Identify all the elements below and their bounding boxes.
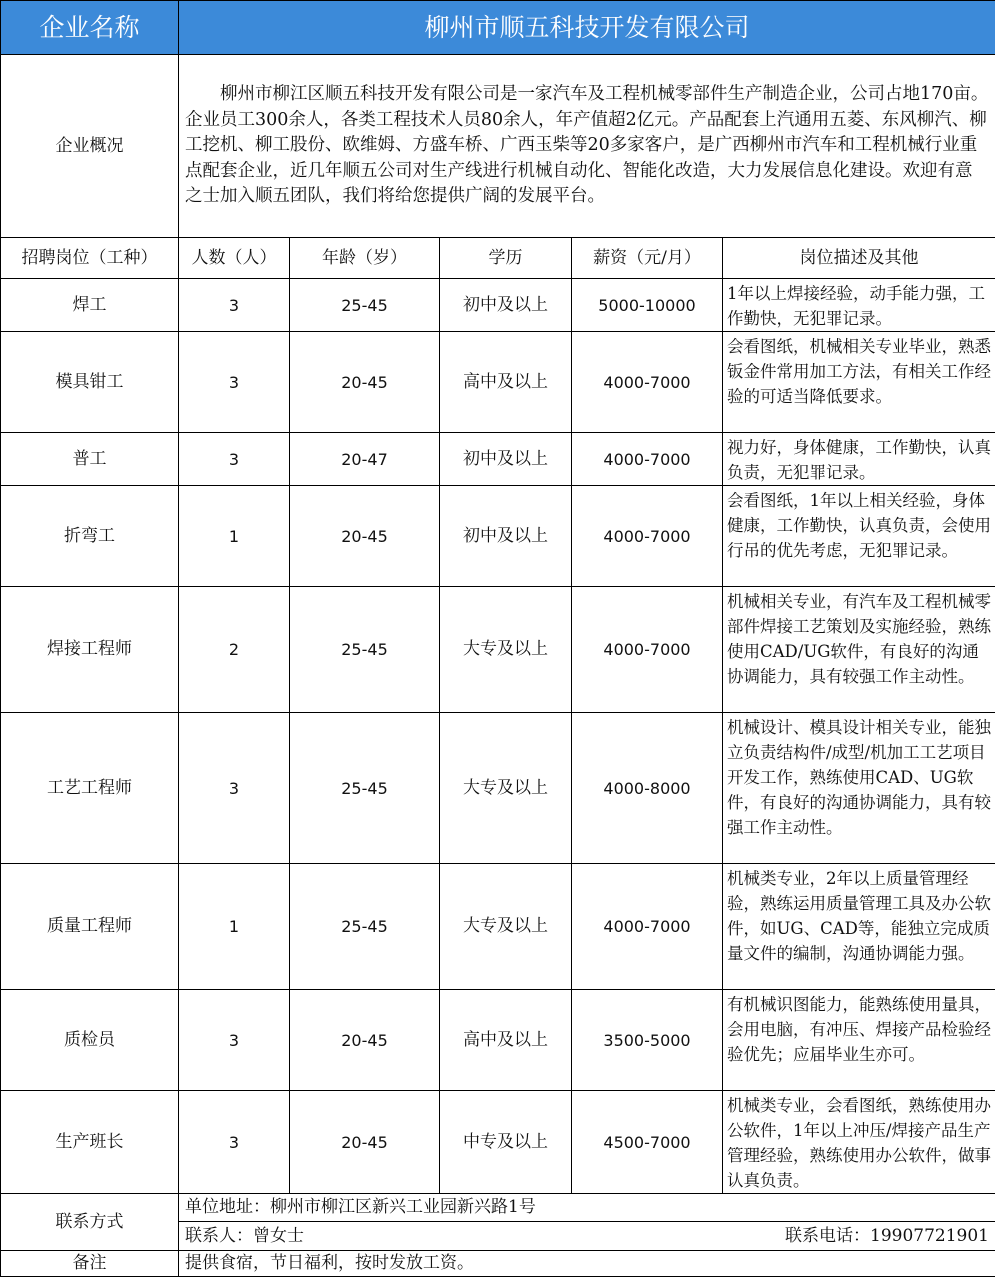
job-education: 大专及以上 <box>440 713 572 864</box>
job-salary: 4000-7000 <box>572 332 723 433</box>
job-salary: 4000-7000 <box>572 864 723 990</box>
job-education: 初中及以上 <box>440 433 572 486</box>
job-description: 1年以上焊接经验，动手能力强，工作勤快，无犯罪记录。 <box>723 279 995 332</box>
job-education: 高中及以上 <box>440 990 572 1091</box>
remarks-label: 备注 <box>1 1251 179 1277</box>
table-row <box>1 279 995 332</box>
col-count: 人数（人） <box>179 238 290 279</box>
job-age: 20-45 <box>290 1091 440 1194</box>
job-age: 25-45 <box>290 587 440 713</box>
job-count: 1 <box>179 486 290 587</box>
job-count: 1 <box>179 864 290 990</box>
overview-label: 企业概况 <box>1 55 179 238</box>
job-description: 机械类专业，2年以上质量管理经验，熟练运用质量管理工具及办公软件，如UG、CAD等，能独立完成质量文件的编制，沟通协调能力强。 <box>723 864 995 990</box>
job-count: 3 <box>179 279 290 332</box>
job-age: 20-47 <box>290 433 440 486</box>
job-education: 中专及以上 <box>440 1091 572 1194</box>
job-description: 机械类专业，会看图纸，熟练使用办公软件，1年以上冲压/焊接产品生产管理经验，熟练使用办公软件，做事认真负责。 <box>723 1091 995 1194</box>
col-salary: 薪资（元/月） <box>572 238 723 279</box>
job-education: 大专及以上 <box>440 587 572 713</box>
job-count: 3 <box>179 433 290 486</box>
remarks-row <box>1 1251 995 1277</box>
company-name: 柳州市顺五科技开发有限公司 <box>179 1 995 55</box>
table-row <box>1 486 995 587</box>
job-education: 初中及以上 <box>440 486 572 587</box>
job-position: 模具钳工 <box>1 332 179 433</box>
job-count: 3 <box>179 332 290 433</box>
col-description: 岗位描述及其他 <box>723 238 995 279</box>
job-education: 大专及以上 <box>440 864 572 990</box>
job-position: 普工 <box>1 433 179 486</box>
overview-text: 柳州市柳江区顺五科技开发有限公司是一家汽车及工程机械零部件生产制造企业，公司占地170亩。企业员工300余人，各类工程技术人员80余人，年产值超2亿元。产品配套上汽通用五菱、东风柳汽、柳工挖机、柳工股份、欧维姆、方盛车桥、广西玉柴等20多家客户，是广西柳州市汽车和工程机械行业重点配套企业，近几年顺五公司对生产线进行机械自动化、智能化改造，大力发展信息化建设。欢迎有意之士加入顺五团队，我们将给您提供广阔的发展平台。 <box>179 55 995 238</box>
job-position: 生产班长 <box>1 1091 179 1194</box>
job-position: 工艺工程师 <box>1 713 179 864</box>
job-salary: 3500-5000 <box>572 990 723 1091</box>
job-salary: 5000-10000 <box>572 279 723 332</box>
job-salary: 4500-7000 <box>572 1091 723 1194</box>
job-age: 25-45 <box>290 279 440 332</box>
job-count: 3 <box>179 713 290 864</box>
job-education: 初中及以上 <box>440 279 572 332</box>
job-description: 会看图纸，机械相关专业毕业，熟悉钣金件常用加工方法，有相关工作经验的可适当降低要求。 <box>723 332 995 433</box>
col-education: 学历 <box>440 238 572 279</box>
job-education: 高中及以上 <box>440 332 572 433</box>
col-position: 招聘岗位（工种） <box>1 238 179 279</box>
job-age: 25-45 <box>290 713 440 864</box>
contact-person-cell <box>179 1222 995 1251</box>
job-age: 25-45 <box>290 864 440 990</box>
job-age: 20-45 <box>290 332 440 433</box>
contact-address: 单位地址：柳州市柳江区新兴工业园新兴路1号 <box>179 1194 995 1222</box>
table-row <box>1 990 995 1091</box>
job-position: 折弯工 <box>1 486 179 587</box>
job-description: 视力好，身体健康，工作勤快，认真负责，无犯罪记录。 <box>723 433 995 486</box>
overview-row <box>1 55 995 238</box>
job-description: 机械设计、模具设计相关专业，能独立负责结构件/成型/机加工工艺项目开发工作，熟练使用CAD、UG软件，有良好的沟通协调能力，具有较强工作主动性。 <box>723 713 995 864</box>
job-count: 3 <box>179 990 290 1091</box>
table-row <box>1 864 995 990</box>
contact-phone[interactable]: 联系电话：19907721901 <box>785 1224 989 1249</box>
job-count: 2 <box>179 587 290 713</box>
contact-row-address <box>1 1194 995 1222</box>
column-header-row <box>1 238 995 279</box>
table-row <box>1 1091 995 1194</box>
job-description: 有机械识图能力，能熟练使用量具，会用电脑，有冲压、焊接产品检验经验优先；应届毕业生亦可。 <box>723 990 995 1091</box>
job-age: 20-45 <box>290 990 440 1091</box>
job-salary: 4000-7000 <box>572 433 723 486</box>
job-description: 机械相关专业，有汽车及工程机械零部件焊接工艺策划及实施经验，熟练使用CAD/UG软件，有良好的沟通协调能力，具有较强工作主动性。 <box>723 587 995 713</box>
job-salary: 4000-7000 <box>572 486 723 587</box>
table-row <box>1 332 995 433</box>
job-position: 质检员 <box>1 990 179 1091</box>
job-position: 焊工 <box>1 279 179 332</box>
contact-label: 联系方式 <box>1 1194 179 1251</box>
table-row <box>1 713 995 864</box>
table-row <box>1 587 995 713</box>
job-count: 3 <box>179 1091 290 1194</box>
contact-person: 联系人：曾女士 <box>185 1224 304 1249</box>
col-age: 年龄（岁） <box>290 238 440 279</box>
job-salary: 4000-8000 <box>572 713 723 864</box>
job-age: 20-45 <box>290 486 440 587</box>
table-row <box>1 433 995 486</box>
job-position: 焊接工程师 <box>1 587 179 713</box>
job-position: 质量工程师 <box>1 864 179 990</box>
company-name-label: 企业名称 <box>1 1 179 55</box>
header-row <box>1 1 995 55</box>
remarks-text: 提供食宿，节日福利，按时发放工资。 <box>179 1251 995 1277</box>
job-description: 会看图纸，1年以上相关经验，身体健康，工作勤快，认真负责，会使用行吊的优先考虑，无犯罪记录。 <box>723 486 995 587</box>
job-salary: 4000-7000 <box>572 587 723 713</box>
